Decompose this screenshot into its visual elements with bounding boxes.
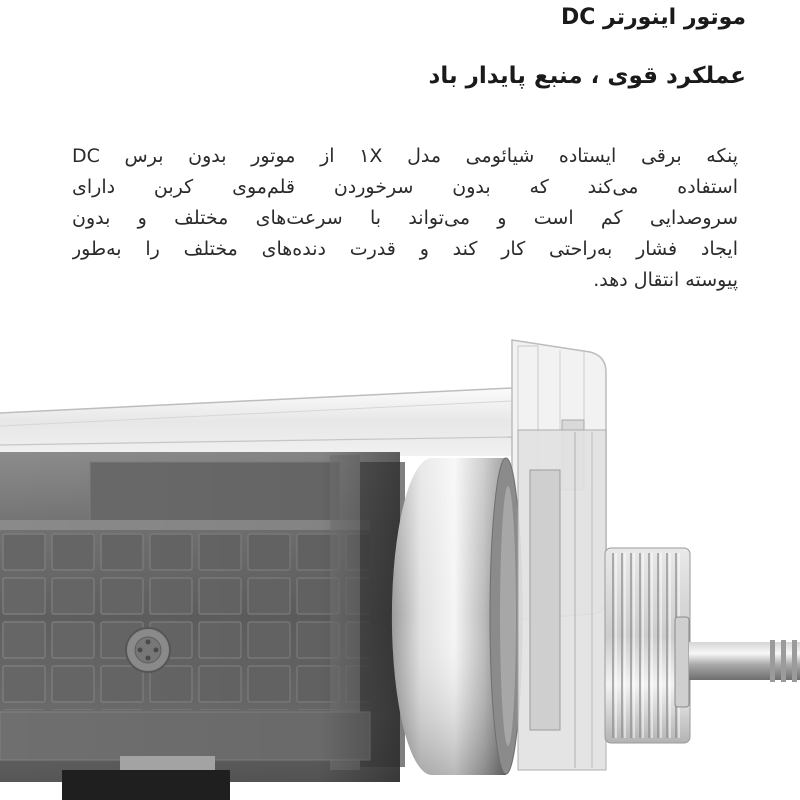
description-line: پنکه برقی ایستاده شیائومی مدل ۱X از موتور بدون برس DC — [72, 145, 738, 167]
description-line: ایجاد فشار به‌راحتی کار کند و قدرت دنده‌های مختلف را به‌طور — [72, 238, 738, 260]
shaft-pin — [675, 617, 689, 707]
page-subtitle: عملکرد قوی ، منبع پایدار باد — [428, 63, 746, 89]
shaft-groove — [792, 640, 797, 682]
end-cap-mechanism — [518, 430, 606, 770]
motor-foot-plate — [120, 756, 215, 772]
motor-body — [0, 452, 405, 800]
screw-hole — [146, 656, 151, 661]
description-line: استفاده می‌کند که بدون سرخوردن قلم‌موی کربن دارای — [72, 176, 738, 198]
screw-hole — [138, 648, 143, 653]
transparent-housing — [0, 388, 512, 456]
mechanism-plate — [530, 470, 560, 730]
description-line: سروصدایی کم است و می‌تواند با سرعت‌های مختلف و بدون — [72, 207, 738, 229]
motor-body-shade — [0, 452, 400, 782]
end-ring-face-inner — [500, 486, 516, 746]
page-title: موتور اینورتر DC — [560, 5, 746, 30]
motor-foot — [62, 770, 230, 800]
collar-threads — [612, 553, 684, 738]
end-ring-shading — [392, 458, 506, 775]
motor-shaft — [689, 640, 800, 682]
motor-illustration — [0, 330, 800, 800]
screw-hole — [146, 640, 151, 645]
screw-hole — [154, 648, 159, 653]
description-line: پیوسته انتقال دهد. — [593, 269, 738, 291]
shaft-groove — [781, 640, 786, 682]
screw-cap — [126, 628, 170, 672]
shaft-groove — [770, 640, 775, 682]
description-paragraph — [72, 141, 738, 296]
motor-end-ring — [392, 458, 522, 775]
